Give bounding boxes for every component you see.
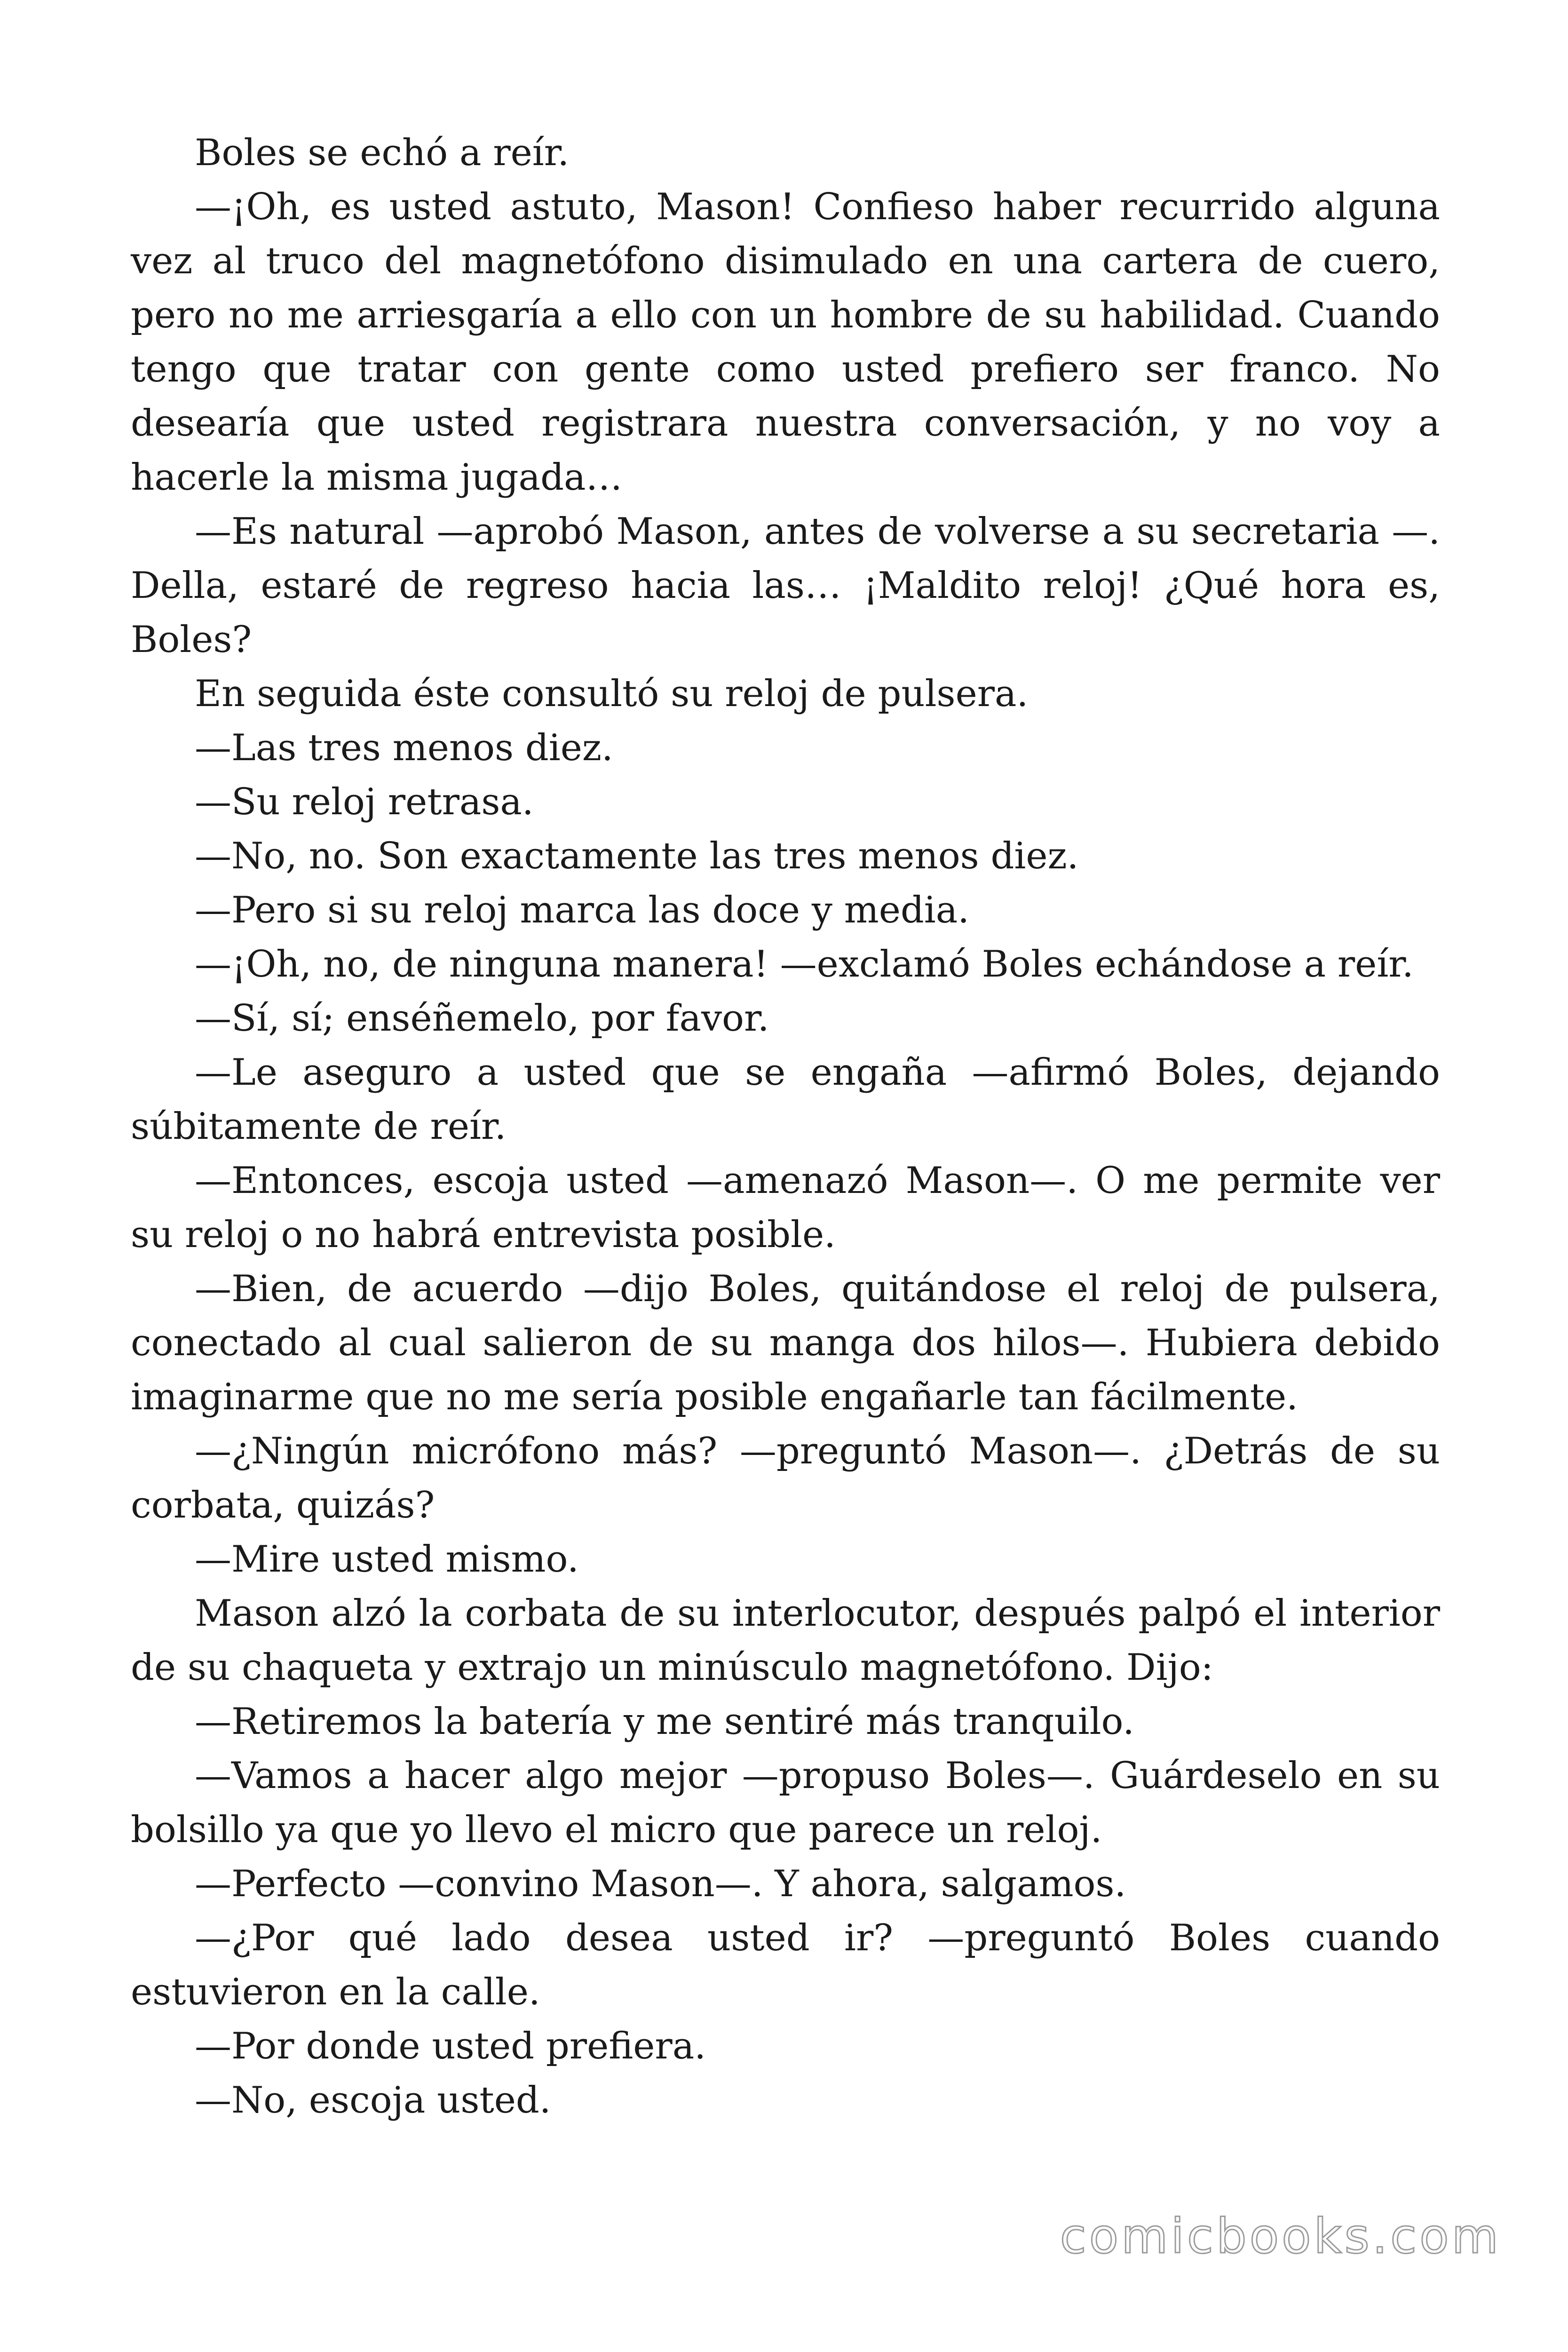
paragraph: —¿Ningún micrófono más? —preguntó Mason—. ¿Detrás de su corbata, quizás? bbox=[131, 1430, 1440, 1526]
paragraph: —Bien, de acuerdo —dijo Boles, quitándose el reloj de pulsera, conectado al cual salieron de su manga dos hilos—. Hubiera debido imaginarme que no me sería posible engañarle tan fácilmente. bbox=[131, 1268, 1440, 1418]
paragraph: En seguida éste consultó su reloj de pulsera. bbox=[195, 673, 1029, 715]
paragraph: —Su reloj retrasa. bbox=[195, 781, 534, 823]
paragraph: —Le aseguro a usted que se engaña —afirmó Boles, dejando súbitamente de reír. bbox=[131, 1051, 1440, 1148]
paragraph: —Pero si su reloj marca las doce y media. bbox=[195, 889, 970, 931]
paragraph: —Mire usted mismo. bbox=[195, 1538, 579, 1581]
paragraph: —Perfecto —convino Mason—. Y ahora, salgamos. bbox=[195, 1863, 1126, 1905]
paragraph: Boles se echó a reír. bbox=[195, 132, 570, 174]
watermark: comicbooks.com bbox=[1060, 2209, 1501, 2265]
paragraph: —Sí, sí; enséñemelo, por favor. bbox=[195, 997, 769, 1040]
body-text bbox=[131, 126, 1440, 2128]
paragraph: —¿Por qué lado desea usted ir? —preguntó Boles cuando estuvieron en la calle. bbox=[131, 1917, 1440, 2013]
paragraph: —Retiremos la batería y me sentiré más tranquilo. bbox=[195, 1700, 1134, 1743]
paragraph: —Entonces, escoja usted —amenazó Mason—. O me permite ver su reloj o no habrá entrevista posible. bbox=[131, 1160, 1440, 1256]
paragraph: —No, escoja usted. bbox=[195, 2079, 551, 2122]
paragraph: —No, no. Son exactamente las tres menos diez. bbox=[195, 835, 1079, 877]
paragraph: —Es natural —aprobó Mason, antes de volverse a su secretaria —. Della, estaré de regreso hacia las… ¡Maldito reloj! ¿Qué hora es, Boles? bbox=[131, 510, 1440, 661]
paragraph: —¡Oh, es usted astuto, Mason! Confieso haber recurrido alguna vez al truco del magnetófono disimulado en una cartera de cuero, pero no me arriesgaría a ello con un hombre de su habilidad. Cuando tengo que tratar con gente como usted prefiero ser franco. No desearía que usted registrara nuestra conversación, y no voy a hacerle la misma jugada… bbox=[131, 186, 1440, 499]
paragraph: —Vamos a hacer algo mejor —propuso Boles—. Guárdeselo en su bolsillo ya que yo llevo el micro que parece un reloj. bbox=[131, 1755, 1440, 1851]
paragraph: —Las tres menos diez. bbox=[195, 727, 613, 769]
paragraph: —¡Oh, no, de ninguna manera! —exclamó Boles echándose a reír. bbox=[195, 943, 1414, 985]
paragraph: Mason alzó la corbata de su interlocutor, después palpó el interior de su chaqueta y extrajo un minúsculo magnetófono. Dijo: bbox=[131, 1592, 1440, 1689]
paragraph: —Por donde usted prefiera. bbox=[195, 2025, 706, 2067]
